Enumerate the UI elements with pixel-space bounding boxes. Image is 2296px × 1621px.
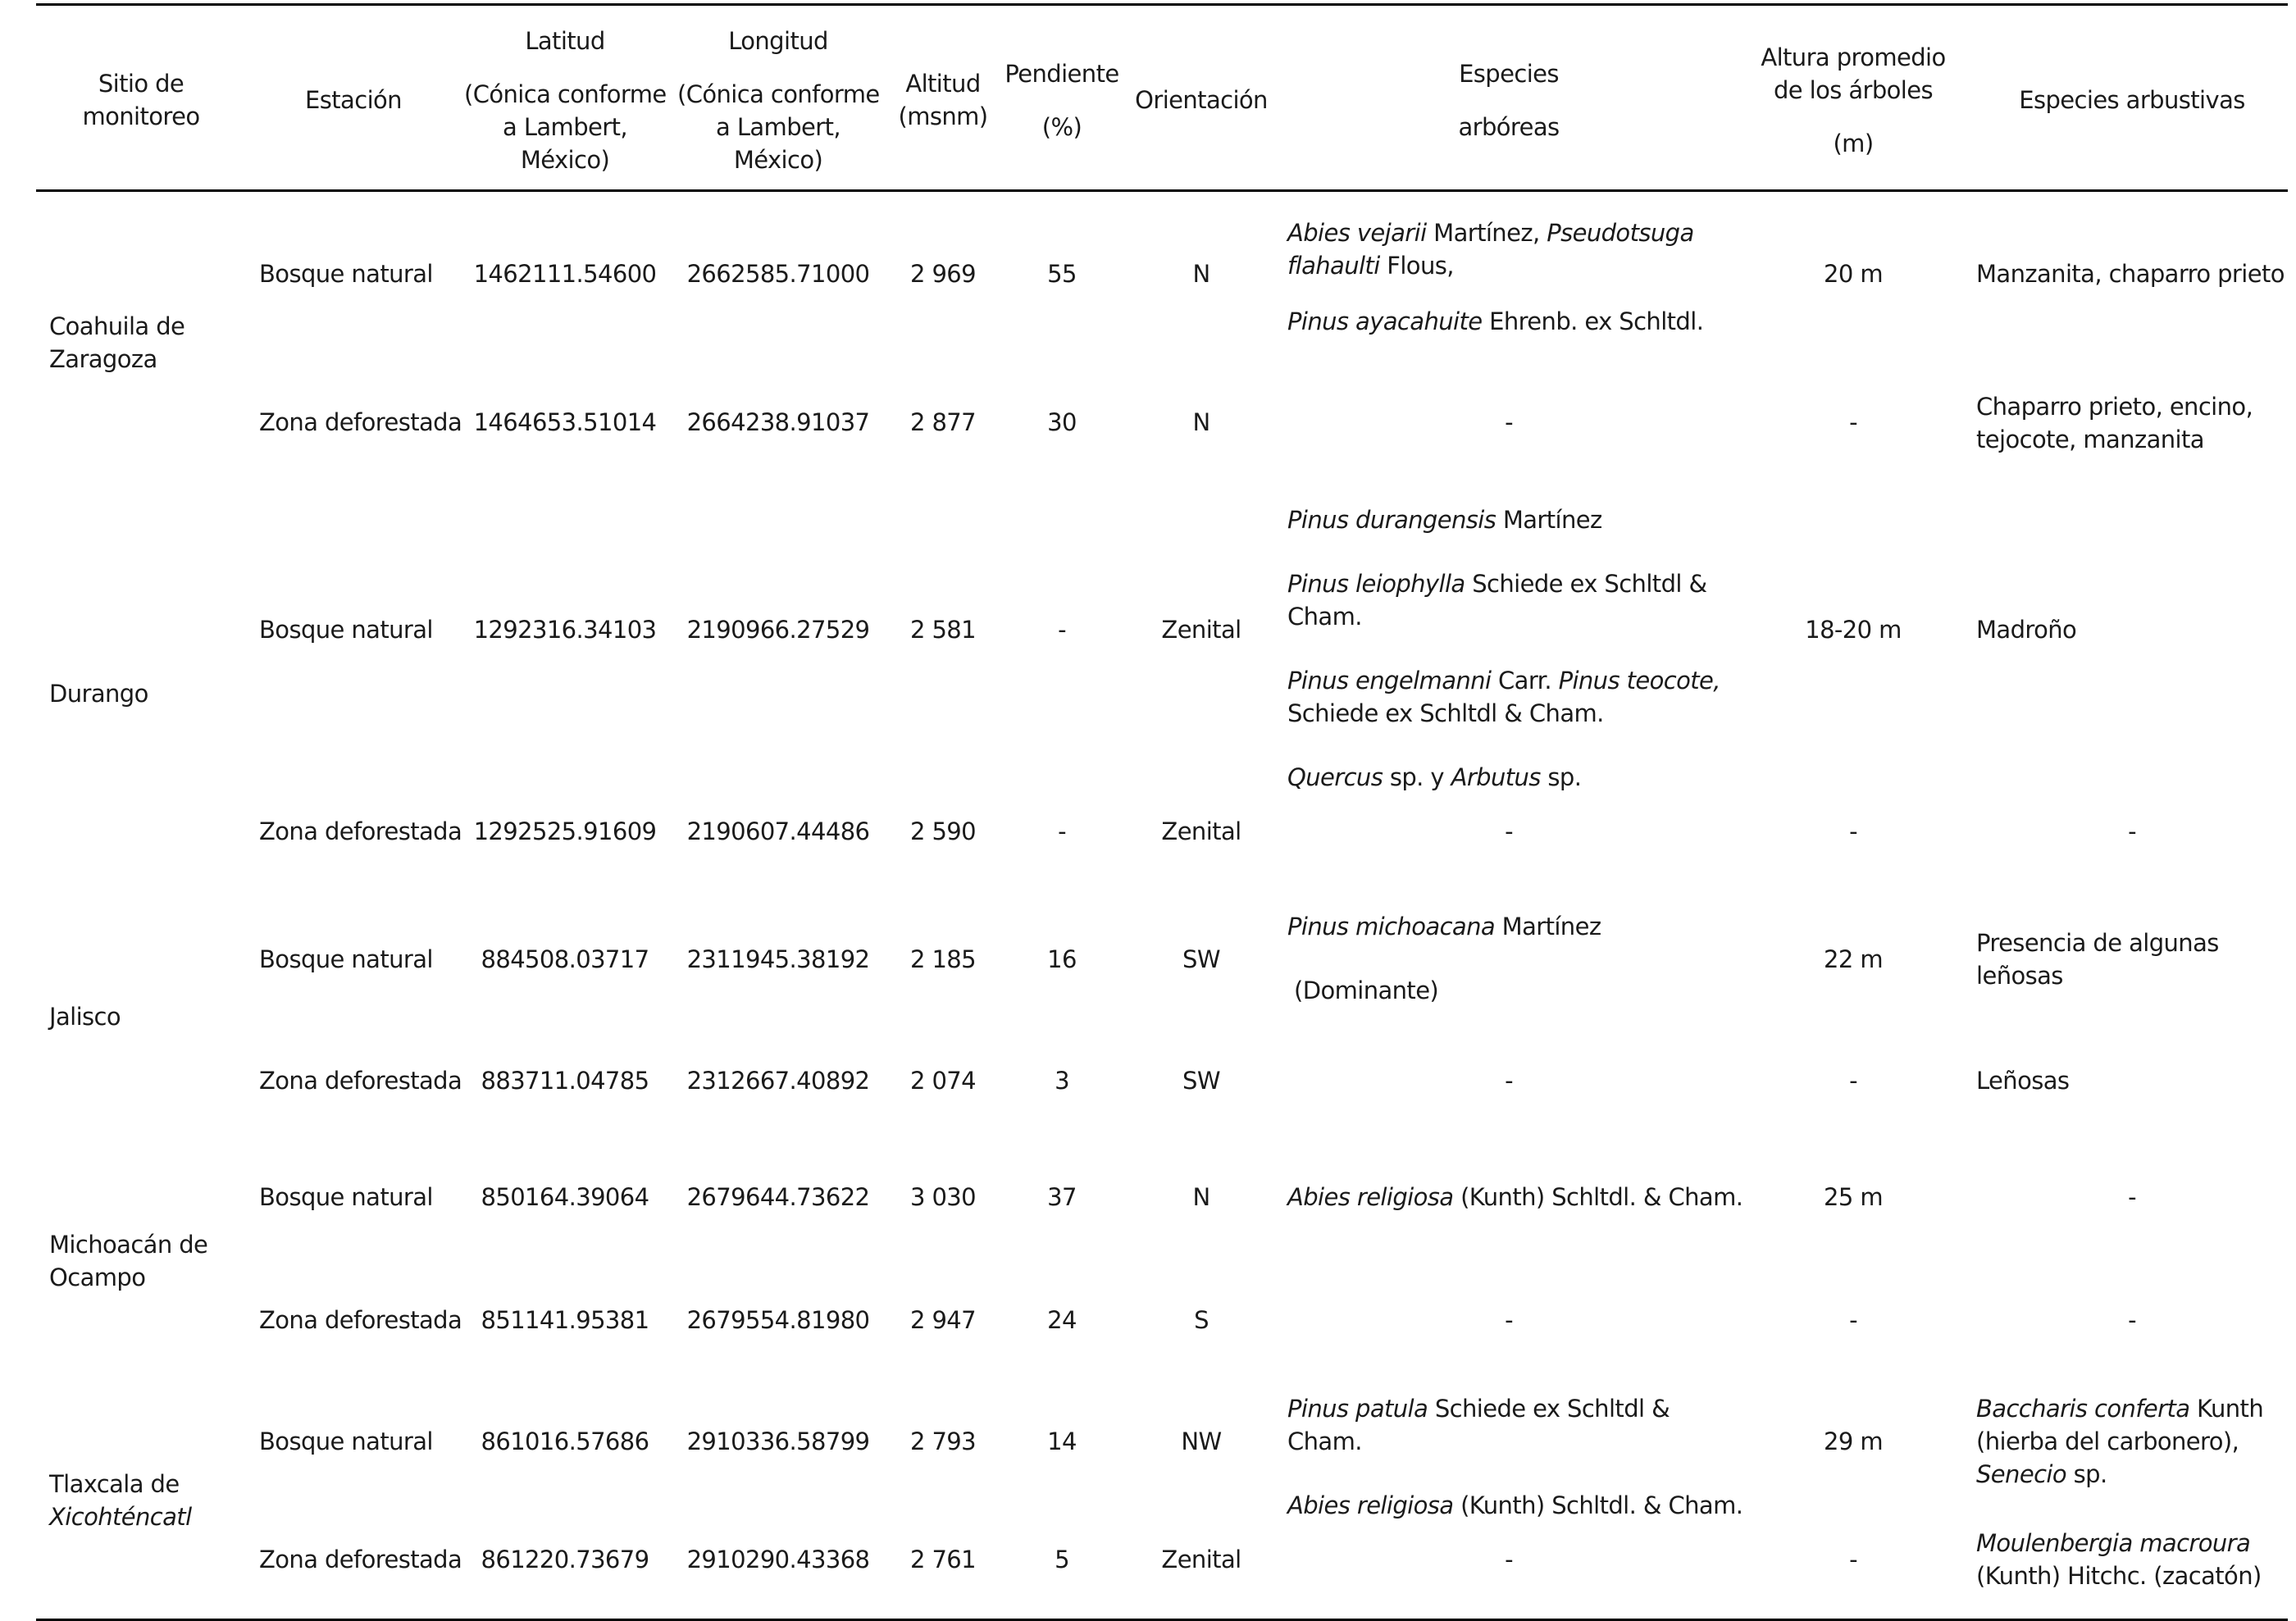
cell-orientacion: NW [1181, 1427, 1222, 1455]
cell-altitud: 2 590 [909, 817, 977, 845]
cell-altura: 25 m [1824, 1183, 1883, 1211]
cell-orientacion: Zenital [1161, 817, 1241, 845]
cell-altura: - [1849, 1546, 1857, 1573]
cell-altitud: 2 793 [909, 1427, 977, 1455]
cell-estacion: Bosque natural [259, 945, 433, 973]
cell-especies-arbustivas: Madroño [1976, 616, 2077, 644]
cell-estacion: Bosque natural [259, 260, 433, 288]
cell-latitud: 1462111.54600 [473, 260, 657, 288]
header-altura-promedio: Altura promedio de los árboles (m) [1761, 43, 1946, 157]
cell-longitud: 2679554.81980 [686, 1306, 870, 1334]
cell-pendiente: 37 [1047, 1183, 1077, 1211]
cell-pendiente: 55 [1047, 260, 1077, 288]
cell-especies-arbustivas: - [2128, 1183, 2136, 1211]
site-name-tlaxcala: Tlaxcala de Xicohténcatl [49, 1470, 192, 1531]
cell-altura: - [1849, 817, 1857, 845]
cell-orientacion: N [1192, 260, 1210, 288]
cell-longitud: 2311945.38192 [686, 945, 870, 973]
site-name-durango: Durango [49, 680, 148, 708]
cell-especies-arbustivas: Leñosas [1976, 1067, 2070, 1095]
cell-pendiente: - [1058, 616, 1066, 644]
cell-altitud: 2 761 [909, 1546, 977, 1573]
cell-longitud: 2312667.40892 [686, 1067, 870, 1095]
cell-especies-arboreas: Pinus durangensis Martínez Pinus leiophylla Schiede ex Schltdl & Cham. Pinus engelmanni Carr. Pinus teocote, Schiede ex Schltdl & Cham. Quercus sp. y Arbutus sp. [1287, 506, 1720, 791]
cell-latitud: 1292316.34103 [473, 616, 657, 644]
cell-especies-arboreas: - [1505, 817, 1513, 845]
cell-especies-arboreas: Pinus patula Schiede ex Schltdl & Cham. Abies religiosa (Kunth) Schltdl. & Cham. [1287, 1395, 1743, 1519]
site-name-jalisco: Jalisco [49, 1003, 121, 1031]
cell-latitud: 1292525.91609 [473, 817, 657, 845]
cell-estacion: Zona deforestada [259, 1067, 462, 1095]
cell-pendiente: 5 [1055, 1546, 1069, 1573]
cell-latitud: 861016.57686 [481, 1427, 649, 1455]
cell-especies-arbustivas: Baccharis conferta Kunth (hierba del carbonero), Senecio sp. [1976, 1395, 2264, 1488]
cell-altura: 20 m [1824, 260, 1883, 288]
cell-pendiente: 16 [1047, 945, 1077, 973]
cell-estacion: Zona deforestada [259, 1306, 462, 1334]
table-header-rule [36, 189, 2288, 192]
header-especies-arbustivas: Especies arbustivas [2019, 86, 2245, 114]
cell-altura: - [1849, 408, 1857, 436]
header-latitud: Latitud (Cónica conforme a Lambert, México) [464, 27, 667, 174]
cell-latitud: 884508.03717 [481, 945, 649, 973]
cell-longitud: 2662585.71000 [686, 260, 870, 288]
header-pendiente: Pendiente (%) [1004, 60, 1119, 141]
header-sitio: Sitio de monitoreo [82, 70, 200, 130]
cell-longitud: 2679644.73622 [686, 1183, 870, 1211]
cell-estacion: Zona deforestada [259, 817, 462, 845]
cell-orientacion: S [1194, 1306, 1209, 1334]
cell-altitud: 2 185 [909, 945, 977, 973]
cell-orientacion: SW [1182, 1067, 1220, 1095]
cell-estacion: Zona deforestada [259, 408, 462, 436]
cell-latitud: 850164.39064 [481, 1183, 649, 1211]
cell-especies-arboreas: - [1505, 1546, 1513, 1573]
cell-altura: - [1849, 1306, 1857, 1334]
site-name-michoacan: Michoacán de Ocampo [49, 1231, 208, 1291]
cell-orientacion: N [1192, 1183, 1210, 1211]
cell-altitud: 2 581 [909, 616, 977, 644]
cell-estacion: Zona deforestada [259, 1546, 462, 1573]
cell-pendiente: 3 [1055, 1067, 1069, 1095]
cell-especies-arbustivas: - [2128, 817, 2136, 845]
cell-latitud: 1464653.51014 [473, 408, 657, 436]
cell-pendiente: 30 [1047, 408, 1077, 436]
cell-altitud: 3 030 [909, 1183, 977, 1211]
cell-especies-arboreas: Abies vejarii Martínez, Pseudotsuga flahaulti Flous, Pinus ayacahuite Ehrenb. ex Schltdl. [1287, 219, 1704, 335]
header-estacion: Estación [305, 86, 402, 114]
cell-especies-arbustivas: Moulenbergia macroura (Kunth) Hitchc. (zacatón) [1976, 1529, 2262, 1590]
cell-orientacion: SW [1182, 945, 1220, 973]
cell-orientacion: N [1192, 408, 1210, 436]
cell-altitud: 2 969 [909, 260, 977, 288]
header-orientacion: Orientación [1135, 86, 1268, 114]
header-altitud: Altitud (msnm) [898, 70, 988, 130]
cell-especies-arbustivas: Manzanita, chaparro prieto [1976, 260, 2285, 288]
cell-altitud: 2 947 [909, 1306, 977, 1334]
cell-longitud: 2910290.43368 [686, 1546, 870, 1573]
cell-latitud: 861220.73679 [481, 1546, 649, 1573]
cell-altura: - [1849, 1067, 1857, 1095]
cell-altitud: 2 074 [909, 1067, 977, 1095]
cell-latitud: 883711.04785 [481, 1067, 649, 1095]
cell-especies-arboreas: Abies religiosa (Kunth) Schltdl. & Cham. [1287, 1183, 1743, 1211]
cell-orientacion: Zenital [1161, 1546, 1241, 1573]
cell-pendiente: 14 [1047, 1427, 1077, 1455]
cell-orientacion: Zenital [1161, 616, 1241, 644]
cell-especies-arboreas: - [1505, 408, 1513, 436]
cell-especies-arbustivas: Chaparro prieto, encino, tejocote, manzanita [1976, 393, 2253, 453]
site-name-coahuila: Coahuila de Zaragoza [49, 312, 185, 373]
cell-longitud: 2664238.91037 [686, 408, 870, 436]
cell-pendiente: - [1058, 817, 1066, 845]
cell-especies-arbustivas: - [2128, 1306, 2136, 1334]
cell-longitud: 2190966.27529 [686, 616, 870, 644]
cell-pendiente: 24 [1047, 1306, 1077, 1334]
cell-altura: 18-20 m [1805, 616, 1902, 644]
cell-estacion: Bosque natural [259, 616, 433, 644]
table-top-rule [36, 3, 2288, 6]
cell-estacion: Bosque natural [259, 1183, 433, 1211]
cell-altura: 22 m [1824, 945, 1883, 973]
cell-longitud: 2190607.44486 [686, 817, 870, 845]
cell-especies-arboreas: - [1505, 1067, 1513, 1095]
cell-especies-arboreas: - [1505, 1306, 1513, 1334]
header-especies-arboreas: Especies arbóreas [1458, 60, 1560, 141]
cell-longitud: 2910336.58799 [686, 1427, 870, 1455]
header-longitud: Longitud (Cónica conforme a Lambert, México) [677, 27, 880, 174]
cell-altitud: 2 877 [909, 408, 977, 436]
cell-altura: 29 m [1824, 1427, 1883, 1455]
cell-especies-arboreas: Pinus michoacana Martínez (Dominante) [1287, 913, 1601, 1004]
cell-especies-arbustivas: Presencia de algunas leñosas [1976, 929, 2219, 990]
cell-estacion: Bosque natural [259, 1427, 433, 1455]
cell-latitud: 851141.95381 [481, 1306, 649, 1334]
